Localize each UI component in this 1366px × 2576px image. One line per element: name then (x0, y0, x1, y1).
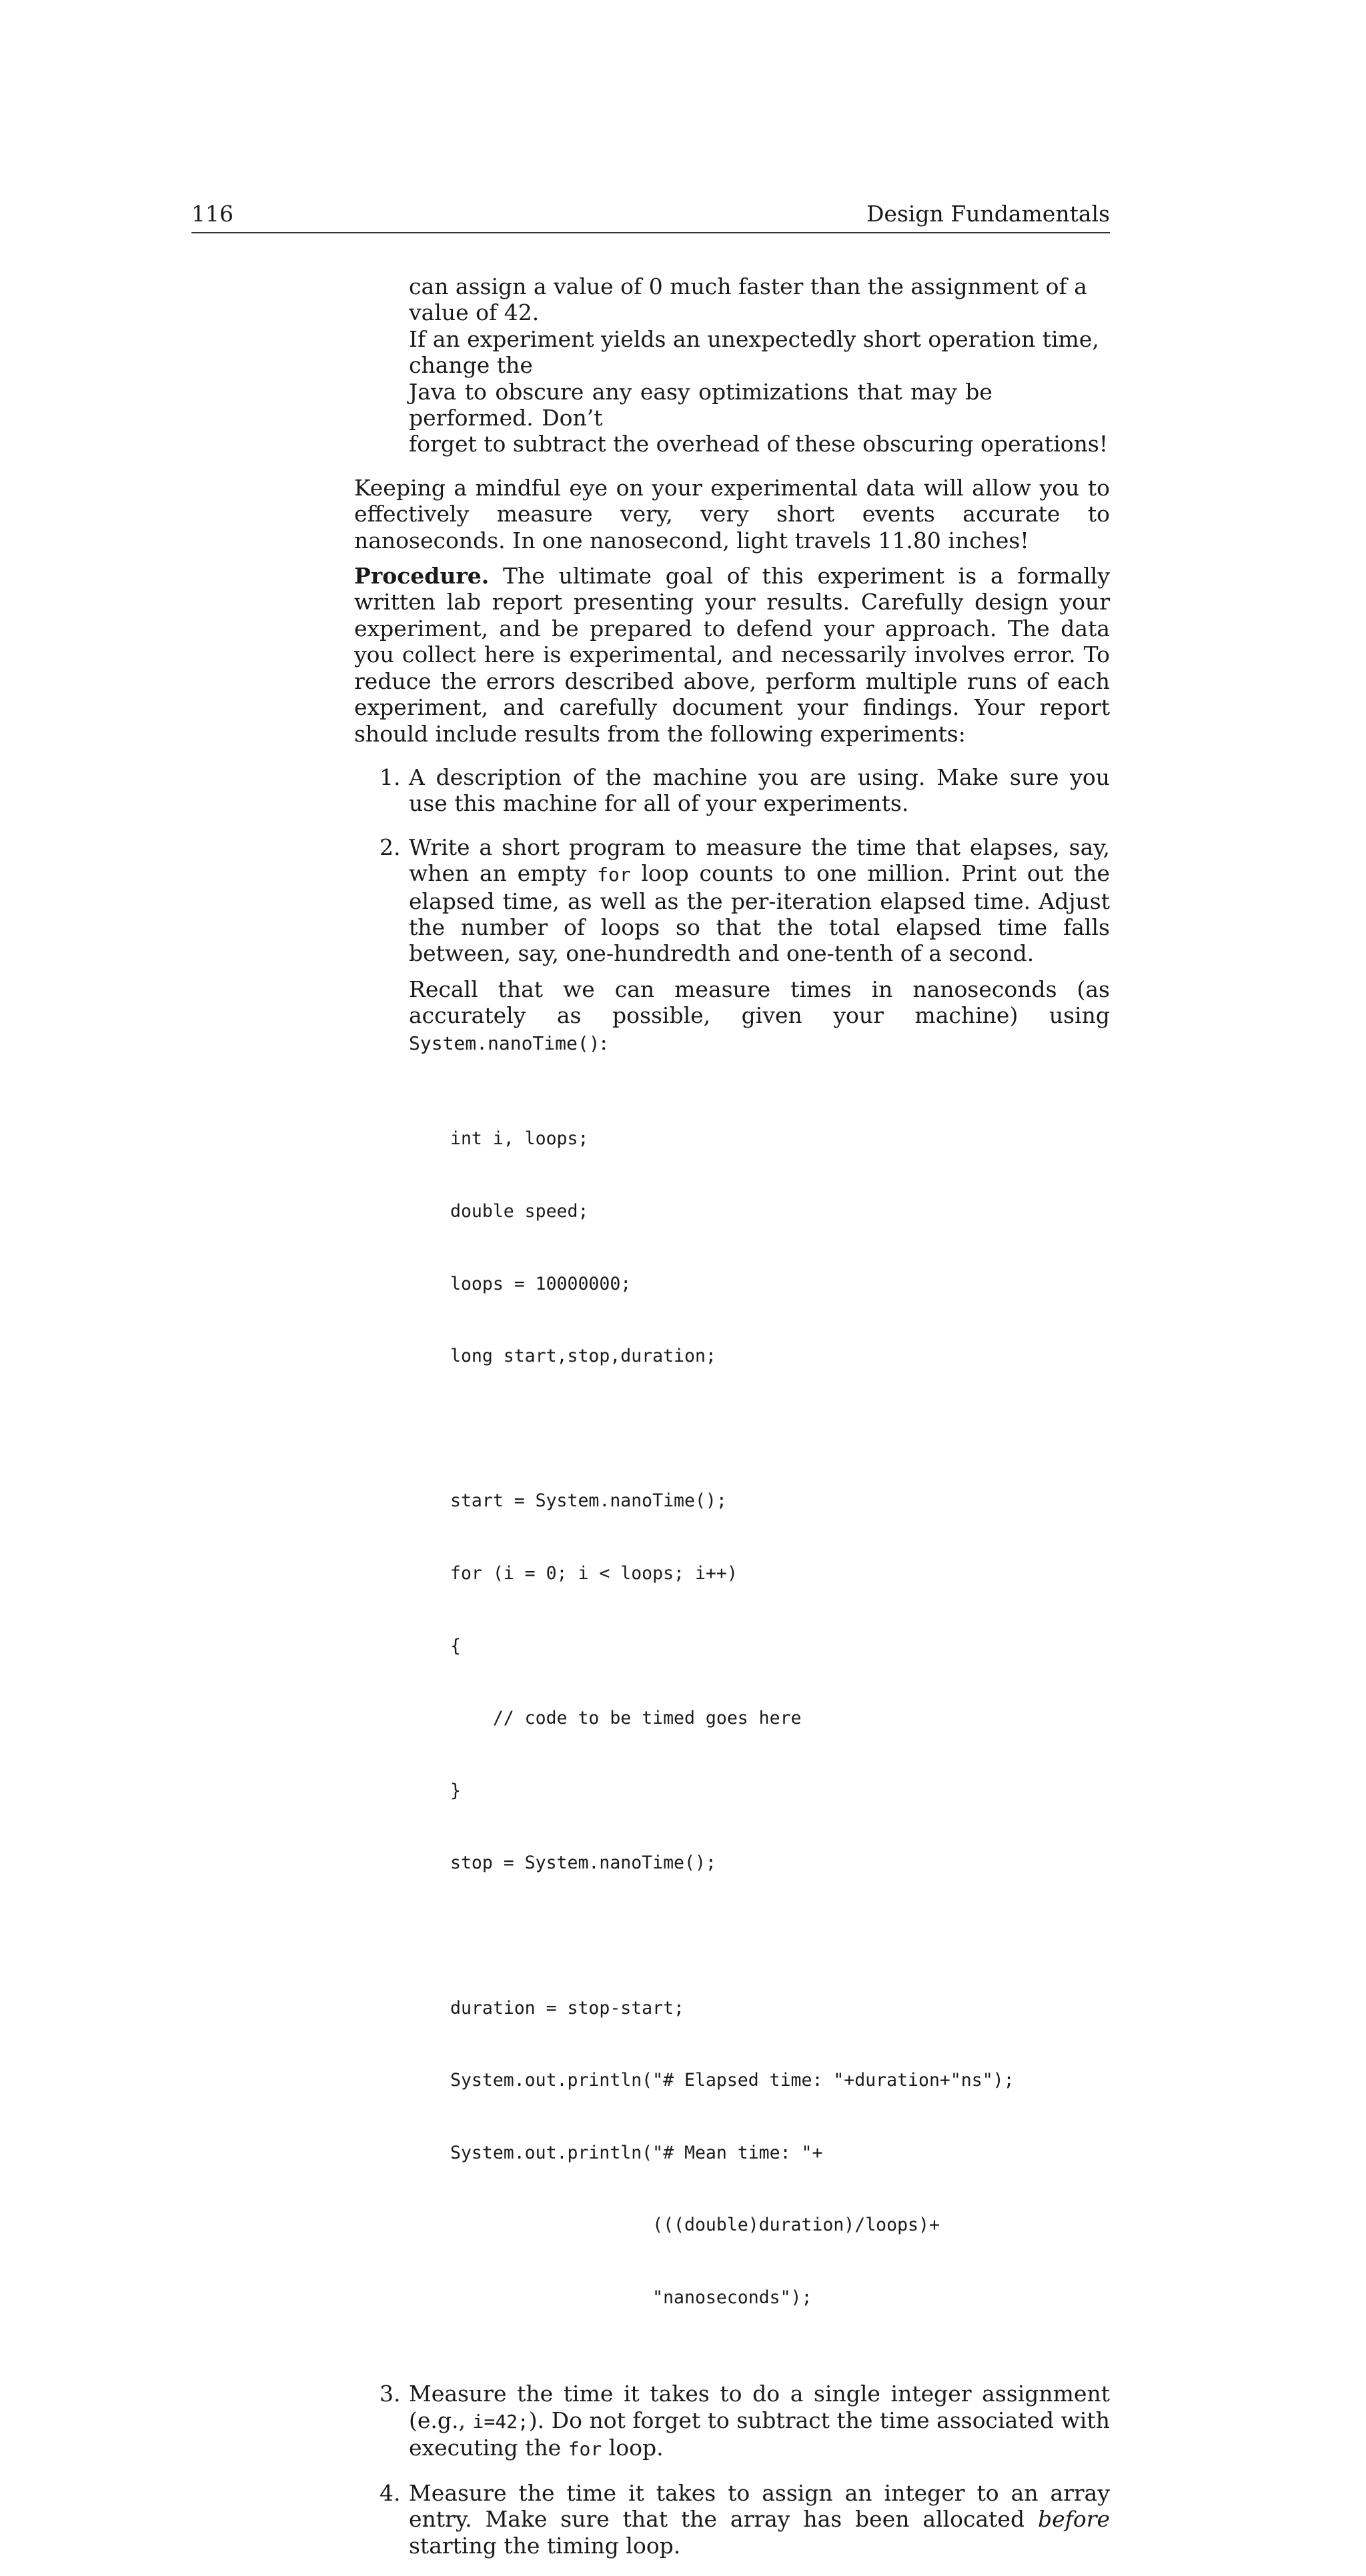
text-run: loop. (602, 2435, 664, 2461)
continued-line: can assign a value of 0 much faster than the assignment of a value of 42. (409, 273, 1087, 326)
text-run: : (600, 1028, 608, 1055)
text-run: ). Do not forget to subtract the time associated with executing the (409, 2407, 1110, 2461)
procedure-paragraph (354, 563, 1110, 747)
procedure-label: Procedure. (354, 563, 490, 589)
continued-line: forget to subtract the overhead of these obscuring operations! (409, 431, 1109, 457)
list-item (354, 2480, 1110, 2559)
code-line: // code to be timed goes here (450, 1708, 802, 1729)
text-run: Measure the time it takes to assign an integer to an array entry. Make sure that the array has been allocated (409, 2479, 1110, 2533)
code-line: for (i = 0; i < loops; i++) (450, 1562, 738, 1584)
code-line: "nanoseconds"); (450, 2287, 812, 2308)
code-line: stop = System.nanoTime(); (450, 1852, 716, 1874)
code-line (450, 1924, 1110, 1948)
list-item-text (409, 2381, 1110, 2462)
experiment-list (354, 764, 1110, 2559)
code-line: { (450, 1635, 461, 1656)
inline-code: for (597, 864, 631, 886)
continued-line: If an experiment yields an unexpectedly short operation time, change the (409, 325, 1099, 379)
code-listing (450, 1079, 1110, 2359)
code-line: int i, loops; (450, 1128, 589, 1150)
code-line: loops = 10000000; (450, 1273, 632, 1294)
list-number: 1. (380, 764, 401, 790)
code-line: } (450, 1780, 461, 1801)
list-item-text (409, 834, 1110, 967)
page-header (191, 201, 1110, 233)
list-number: 3. (380, 2381, 401, 2407)
text-run: Write a short program to measure the time that elapses, say, when an empty (409, 834, 1110, 887)
text-run: loop counts to one million. Print out the elapsed time, as well as the per-iteration elapsed time. Adjust the number of loops so that the total elapsed time falls between, say, one-hundredth and one-tenth of a second. (409, 860, 1110, 967)
code-line: (((double)duration)/loops)+ (450, 2215, 940, 2236)
procedure-text: The ultimate goal of this experiment is a formally written lab report presenting your results. Carefully design your experiment, and be prepared to defend your approach. The data you collect here is experimental, and necessarily involves error. To reduce the errors described above, perform multiple runs of each experiment, and carefully document your findings. Your report should include results from the following experiments: (354, 563, 1110, 747)
list-item (354, 2381, 1110, 2462)
list-item (354, 834, 1110, 2359)
emphasis: before (1037, 2506, 1110, 2533)
running-title: Design Fundamentals (866, 201, 1110, 227)
list-item-text (409, 2480, 1110, 2559)
code-line: duration = stop-start; (450, 1997, 684, 2019)
code-line: System.out.println("# Mean time: "+ (450, 2142, 823, 2163)
inline-code: for (568, 2438, 602, 2461)
text-run: Recall that we can measure times in nanoseconds (as accurately as possible, given your machine) using (409, 976, 1110, 1029)
list-item (354, 764, 1110, 817)
text-run: Measure the time it takes to do a single integer assignment (e.g., (409, 2381, 1110, 2433)
code-line (450, 1417, 1110, 1441)
inline-code: i=42; (472, 2410, 529, 2433)
list-number: 2. (380, 834, 401, 860)
page-number: 116 (191, 201, 233, 227)
continued-line: Java to obscure any easy optimizations that may be performed. Don’t (409, 378, 992, 431)
code-line: long start,stop,duration; (450, 1346, 716, 1367)
list-item-text: A description of the machine you are using. Make sure you use this machine for all of your experiments. (409, 764, 1110, 817)
code-line: start = System.nanoTime(); (450, 1490, 727, 1512)
continued-paragraph (409, 273, 1110, 457)
body-text (354, 273, 1110, 2576)
recall-paragraph (409, 976, 1110, 1056)
code-line: System.out.println("# Elapsed time: "+duration+"ns"); (450, 2070, 1014, 2091)
inline-code: System.nanoTime() (409, 1032, 600, 1054)
list-number: 4. (380, 2479, 401, 2506)
code-line: double speed; (450, 1200, 589, 1222)
mindful-paragraph: Keeping a mindful eye on your experimental data will allow you to effectively measure very, very short events accurate to nanoseconds. In one nanosecond, light travels 11.80 inches! (354, 474, 1110, 553)
text-run: starting the timing loop. (409, 2532, 681, 2559)
